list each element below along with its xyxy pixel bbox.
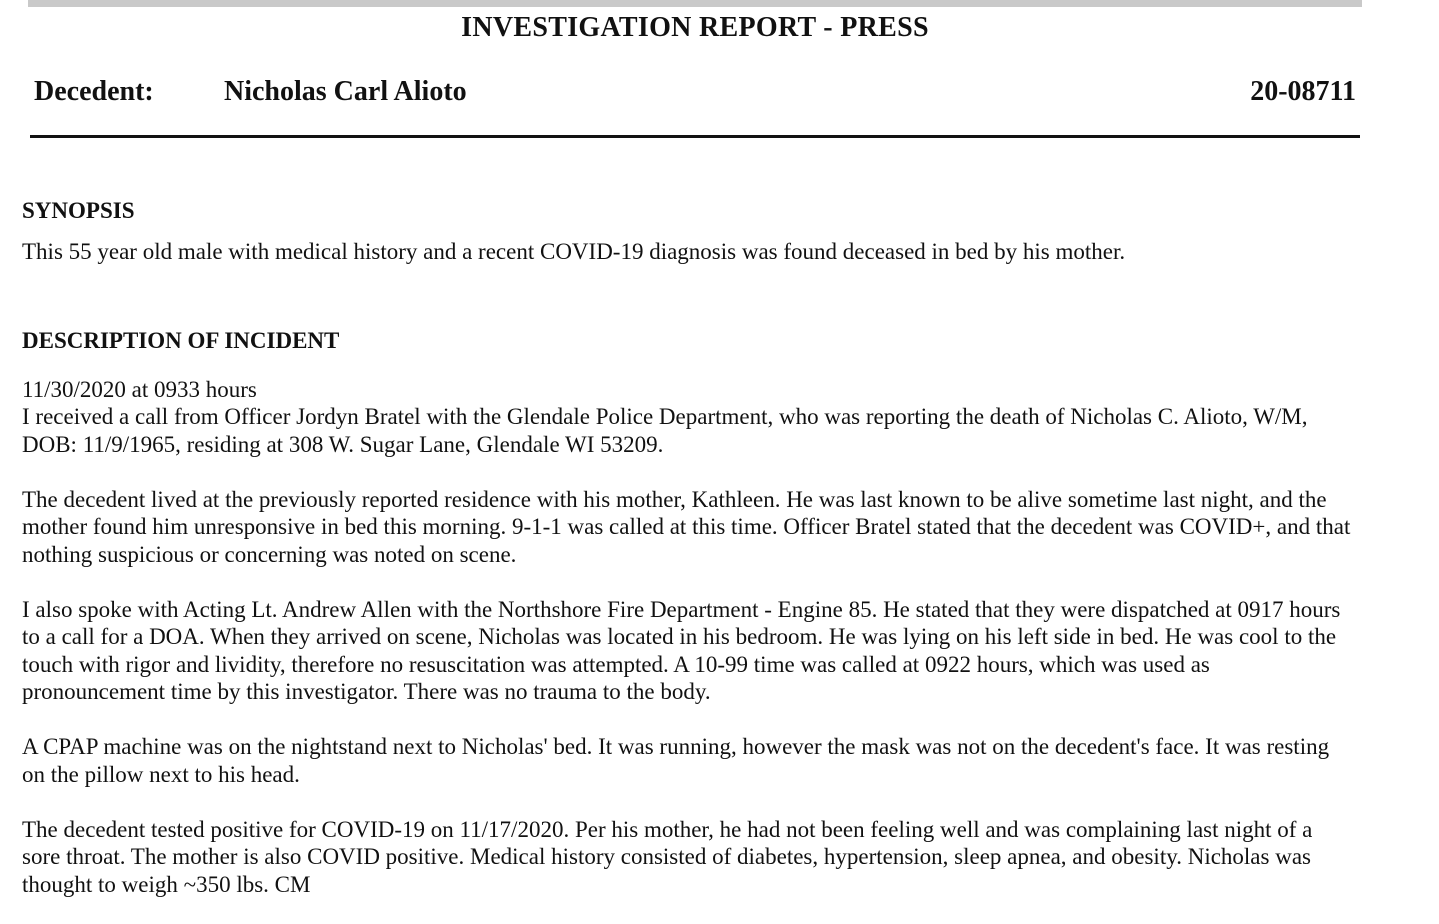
incident-paragraph: I also spoke with Acting Lt. Andrew Allen with the Northshore Fire Department - Engine 85. He stated that they were dispatched at 0917 hours to a call for a DOA. When they arrived on scene, Nicholas was located in his bedroom. He was lying on his left side in bed. He was cool to the touch with rigor and lividity, therefore no resuscitation was attempted. A 10-99 time was called at 0922 hours, which was used as pronouncement time by this investigator. There was no trauma to the body. <box>22 596 1341 704</box>
incident-paragraph: The decedent lived at the previously reported residence with his mother, Kathleen. He was last known to be alive sometime last night, and the mother found him unresponsive in bed this morning. 9-1-1 was called at this time. Officer Bratel stated that the decedent was COVID+, and that nothing suspicious or concerning was noted on scene. <box>22 486 1351 567</box>
case-number: 20-08711 <box>1250 76 1356 107</box>
top-rule <box>28 0 1362 7</box>
incident-date-line: 11/30/2020 at 0933 hours <box>22 376 257 402</box>
synopsis-text: This 55 year old male with medical history and a recent COVID-19 diagnosis was found deceased in bed by his mother. <box>22 239 1126 264</box>
incident-paragraph: I received a call from Officer Jordyn Bratel with the Glendale Police Department, who was reporting the death of Nicholas C. Alioto, W/M, DOB: 11/9/1965, residing at 308 W. Sugar Lane, Glendale WI 53209. <box>22 404 1308 457</box>
report-title: INVESTIGATION REPORT - PRESS <box>461 12 929 43</box>
incident-heading: DESCRIPTION OF INCIDENT <box>22 327 340 353</box>
incident-paragraph: A CPAP machine was on the nightstand next to Nicholas' bed. It was running, however the mask was not on the decedent's face. It was resting on the pillow next to his head. <box>22 734 1330 787</box>
decedent-row <box>34 76 1356 112</box>
decedent-label: Decedent: <box>34 76 154 107</box>
report-body <box>22 196 1352 898</box>
decedent-name: Nicholas Carl Alioto <box>224 76 467 107</box>
header-rule <box>30 135 1360 138</box>
incident-paragraph: The decedent tested positive for COVID-19 on 11/17/2020. Per his mother, he had not been feeling well and was complaining last night of a sore throat. The mother is also COVID positive. Medical history consisted of diabetes, hypertension, sleep apnea, and obesity. Nicholas was thought to weigh ~350 lbs. CM <box>22 816 1313 897</box>
synopsis-heading: SYNOPSIS <box>22 198 135 223</box>
